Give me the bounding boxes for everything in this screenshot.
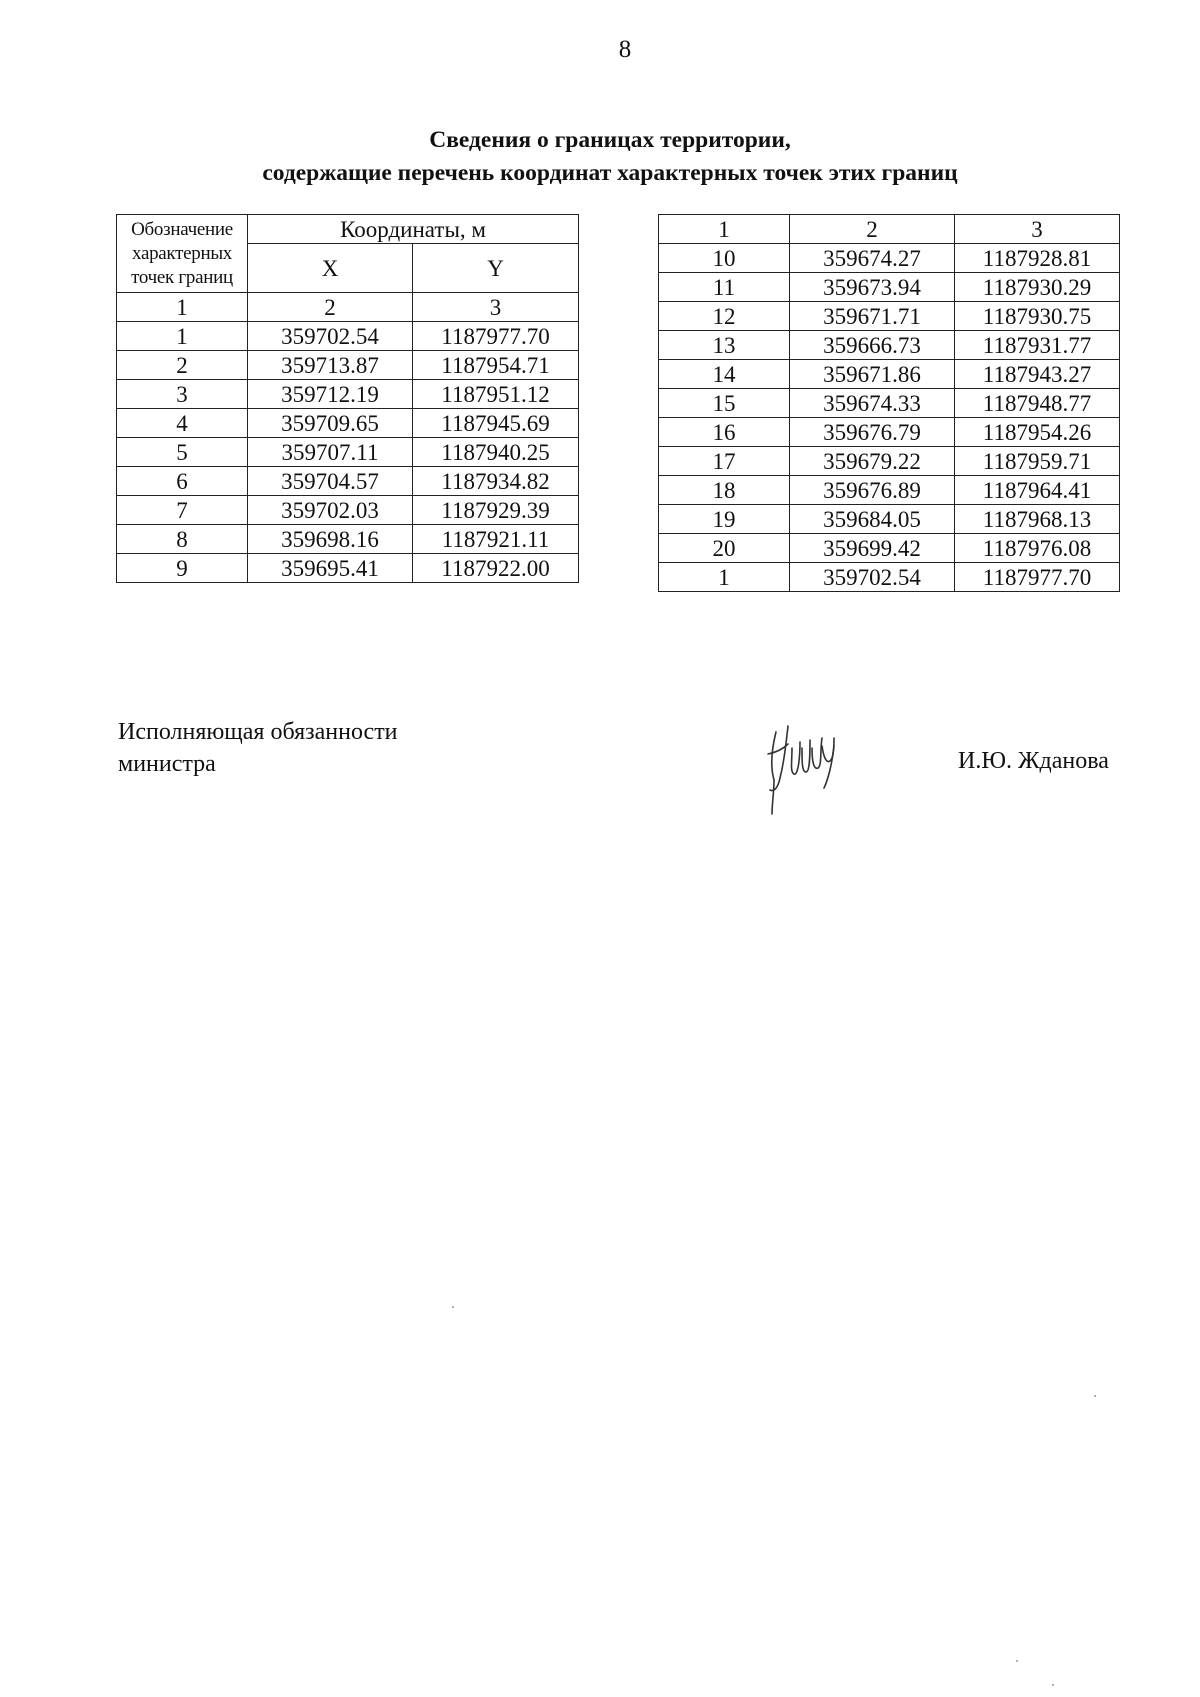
- coordinates-table-left: [116, 214, 579, 583]
- table-row: [659, 302, 1120, 331]
- table-row: [659, 331, 1120, 360]
- x-coordinate-cell: 359707.11: [248, 438, 413, 467]
- table-row: [659, 447, 1120, 476]
- point-number-cell: 9: [117, 554, 248, 583]
- point-number-cell: 7: [117, 496, 248, 525]
- signer-position-line: министра: [118, 751, 216, 777]
- y-coordinate-cell: 1187948.77: [955, 389, 1120, 418]
- table-row: [659, 534, 1120, 563]
- column-number: 2: [248, 293, 413, 322]
- designation-header: [117, 215, 248, 293]
- page-number: 8: [618, 36, 632, 63]
- designation-header-line: Обозначение: [131, 218, 233, 240]
- table-row: [117, 496, 579, 525]
- point-number-cell: 10: [659, 244, 790, 273]
- point-number-cell: 16: [659, 418, 790, 447]
- point-number-cell: 11: [659, 273, 790, 302]
- column-number-row: [659, 215, 1120, 244]
- document-title-line-2: содержащие перечень координат характерных точек этих границ: [262, 160, 958, 186]
- y-coordinate-cell: 1187964.41: [955, 476, 1120, 505]
- scan-speck: [452, 1306, 454, 1308]
- y-coordinate-cell: 1187922.00: [413, 554, 579, 583]
- point-number-cell: 3: [117, 380, 248, 409]
- x-coordinate-cell: 359713.87: [248, 351, 413, 380]
- x-coordinate-cell: 359671.71: [790, 302, 955, 331]
- table-row: [117, 438, 579, 467]
- x-column-header: X: [248, 244, 413, 293]
- x-coordinate-cell: 359676.79: [790, 418, 955, 447]
- table-row: [659, 418, 1120, 447]
- x-coordinate-cell: 359702.03: [248, 496, 413, 525]
- document-title-line-1: Сведения о границах территории,: [429, 127, 791, 153]
- y-column-header: Y: [413, 244, 579, 293]
- signer-name: И.Ю. Жданова: [958, 748, 1109, 774]
- scan-speck: [1094, 1395, 1096, 1397]
- document-title: [200, 124, 1020, 190]
- point-number-cell: 4: [117, 409, 248, 438]
- x-coordinate-cell: 359712.19: [248, 380, 413, 409]
- y-coordinate-cell: 1187931.77: [955, 331, 1120, 360]
- column-number: 3: [413, 293, 579, 322]
- table-row: [117, 351, 579, 380]
- point-number-cell: 15: [659, 389, 790, 418]
- column-number: 3: [955, 215, 1120, 244]
- x-coordinate-cell: 359673.94: [790, 273, 955, 302]
- table-row: [659, 563, 1120, 592]
- y-coordinate-cell: 1187968.13: [955, 505, 1120, 534]
- column-number: 1: [659, 215, 790, 244]
- column-number: 1: [117, 293, 248, 322]
- table-row: [659, 360, 1120, 389]
- x-coordinate-cell: 359698.16: [248, 525, 413, 554]
- y-coordinate-cell: 1187976.08: [955, 534, 1120, 563]
- y-coordinate-cell: 1187930.29: [955, 273, 1120, 302]
- table-row: [117, 409, 579, 438]
- y-coordinate-cell: 1187959.71: [955, 447, 1120, 476]
- x-coordinate-cell: 359666.73: [790, 331, 955, 360]
- point-number-cell: 5: [117, 438, 248, 467]
- point-number-cell: 2: [117, 351, 248, 380]
- table-row: [659, 244, 1120, 273]
- table-row: [117, 322, 579, 351]
- point-number-cell: 20: [659, 534, 790, 563]
- point-number-cell: 6: [117, 467, 248, 496]
- x-coordinate-cell: 359679.22: [790, 447, 955, 476]
- table-row: [659, 505, 1120, 534]
- x-coordinate-cell: 359695.41: [248, 554, 413, 583]
- point-number-cell: 18: [659, 476, 790, 505]
- y-coordinate-cell: 1187954.71: [413, 351, 579, 380]
- y-coordinate-cell: 1187954.26: [955, 418, 1120, 447]
- x-coordinate-cell: 359674.33: [790, 389, 955, 418]
- coordinates-table-right: [658, 214, 1120, 592]
- scan-speck: [1052, 1684, 1054, 1686]
- table-row: [659, 389, 1120, 418]
- table-row: [117, 525, 579, 554]
- y-coordinate-cell: 1187921.11: [413, 525, 579, 554]
- y-coordinate-cell: 1187945.69: [413, 409, 579, 438]
- x-coordinate-cell: 359702.54: [790, 563, 955, 592]
- y-coordinate-cell: 1187977.70: [413, 322, 579, 351]
- y-coordinate-cell: 1187934.82: [413, 467, 579, 496]
- y-coordinate-cell: 1187940.25: [413, 438, 579, 467]
- table-row: [659, 273, 1120, 302]
- handwritten-signature-icon: [758, 718, 858, 823]
- table-row: [117, 554, 579, 583]
- signer-position: [118, 716, 398, 780]
- table-row: [117, 380, 579, 409]
- designation-header-line: характерных: [132, 242, 232, 264]
- scan-speck: [1016, 1660, 1018, 1662]
- column-number: 2: [790, 215, 955, 244]
- x-coordinate-cell: 359699.42: [790, 534, 955, 563]
- point-number-cell: 1: [659, 563, 790, 592]
- y-coordinate-cell: 1187930.75: [955, 302, 1120, 331]
- table-row: [117, 467, 579, 496]
- point-number-cell: 14: [659, 360, 790, 389]
- x-coordinate-cell: 359684.05: [790, 505, 955, 534]
- x-coordinate-cell: 359676.89: [790, 476, 955, 505]
- point-number-cell: 8: [117, 525, 248, 554]
- x-coordinate-cell: 359709.65: [248, 409, 413, 438]
- y-coordinate-cell: 1187951.12: [413, 380, 579, 409]
- y-coordinate-cell: 1187977.70: [955, 563, 1120, 592]
- x-coordinate-cell: 359702.54: [248, 322, 413, 351]
- x-coordinate-cell: 359671.86: [790, 360, 955, 389]
- y-coordinate-cell: 1187943.27: [955, 360, 1120, 389]
- point-number-cell: 19: [659, 505, 790, 534]
- x-coordinate-cell: 359674.27: [790, 244, 955, 273]
- column-number-row: [117, 293, 579, 322]
- y-coordinate-cell: 1187928.81: [955, 244, 1120, 273]
- table-row: [659, 476, 1120, 505]
- point-number-cell: 1: [117, 322, 248, 351]
- y-coordinate-cell: 1187929.39: [413, 496, 579, 525]
- x-coordinate-cell: 359704.57: [248, 467, 413, 496]
- point-number-cell: 12: [659, 302, 790, 331]
- signer-position-line: Исполняющая обязанности: [118, 719, 398, 745]
- point-number-cell: 13: [659, 331, 790, 360]
- coordinates-header: Координаты, м: [248, 215, 579, 244]
- point-number-cell: 17: [659, 447, 790, 476]
- designation-header-line: точек границ: [131, 266, 233, 288]
